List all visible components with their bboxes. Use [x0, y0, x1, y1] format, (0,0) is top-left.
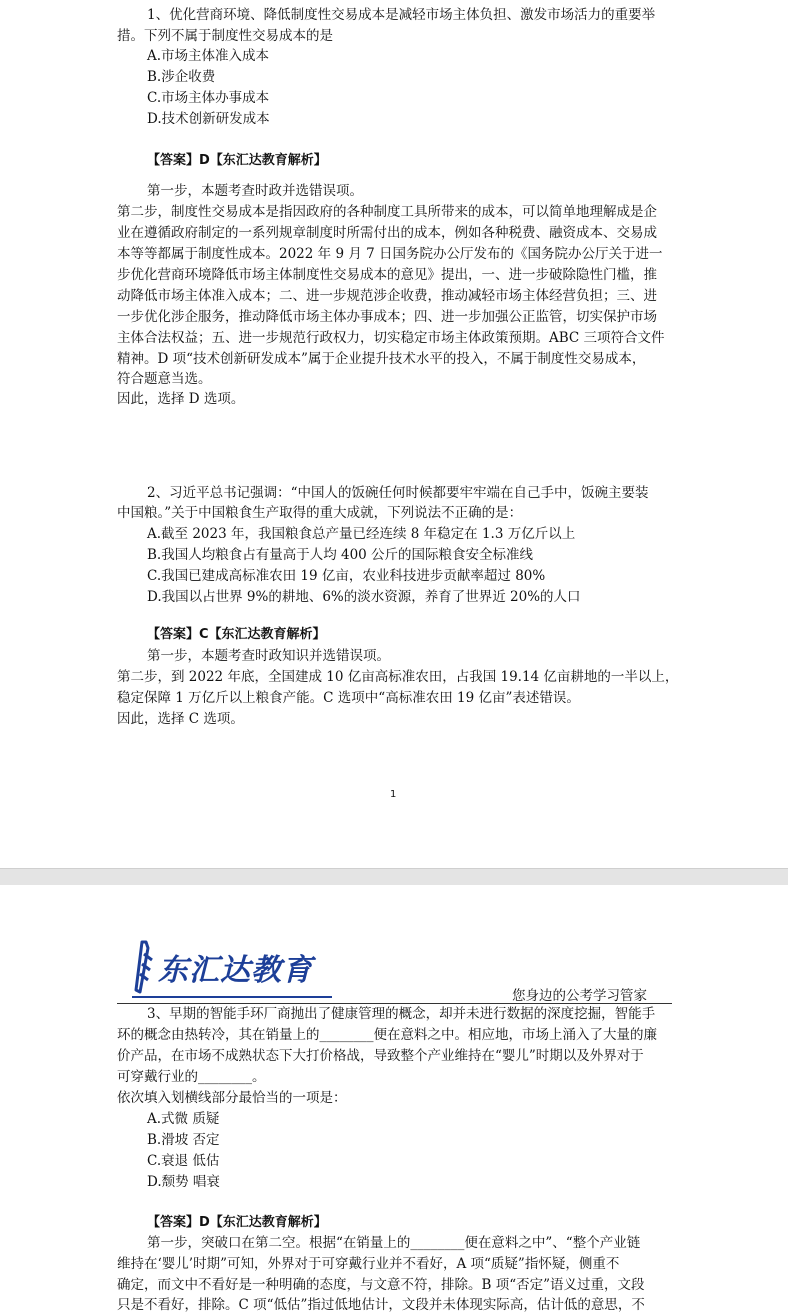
q1-option-d: D.技术创新研发成本	[147, 111, 270, 127]
q3-analysis-line: 确定，而文中不看好是一种明确的态度，与文意不符，排除。B 项“否定”语义过重，文段	[117, 1277, 645, 1293]
q2-stem-line-1: 2、习近平总书记强调：“中国人的饭碗任何时候都要牢牢端在自己手中，饭碗主要装	[147, 485, 649, 501]
brand-logo-text: 东汇达教育	[158, 953, 313, 988]
pencil-logo-icon	[132, 940, 160, 996]
q2-option-a: A.截至 2023 年，我国粮食总产量已经连续 8 年稳定在 1.3 万亿斤以上	[147, 526, 576, 542]
q2-conclusion: 因此，选择 C 选项。	[117, 711, 244, 727]
q2-analysis-line: 第一步，本题考查时政知识并选错误项。	[147, 648, 390, 664]
header-slogan: 您身边的公考学习管家	[512, 988, 647, 1004]
q1-stem-line-1: 1、优化营商环境、降低制度性交易成本是减轻市场主体负担、激发市场活力的重要举	[147, 7, 656, 23]
q2-option-b: B.我国人均粮食占有量高于人均 400 公斤的国际粮食安全标准线	[147, 547, 534, 563]
q1-answer-heading: 【答案】D【东汇达教育解析】	[147, 153, 327, 168]
page-separator	[0, 868, 788, 886]
q2-stem-line-2: 中国粮。”关于中国粮食生产取得的重大成就，下列说法不正确的是：	[117, 505, 523, 521]
q3-stem-line-3: 价产品，在市场不成熟状态下大打价格战，导致整个产业维持在“婴儿”时期以及外界对于	[117, 1048, 644, 1064]
document-page-2	[0, 885, 788, 1313]
q3-answer-heading: 【答案】D【东汇达教育解析】	[147, 1215, 327, 1230]
q3-stem-line-4: 可穿戴行业的________。	[117, 1069, 266, 1085]
q1-option-a: A.市场主体准入成本	[147, 48, 270, 64]
q3-analysis-line: 只是不看好，排除。C 项“低估”指过低地估计，文段并未体现实际高，估计低的意思，不	[117, 1297, 645, 1313]
q1-option-b: B.涉企收费	[147, 69, 216, 85]
q1-option-c: C.市场主体办事成本	[147, 90, 270, 106]
q1-analysis-line: 业在遵循政府制定的一系列规章制度时所需付出的成本，例如各种税费、融资成本、交易成	[117, 225, 657, 241]
page-number: 1	[390, 789, 397, 800]
q2-option-d: D.我国以占世界 9%的耕地、6%的淡水资源，养育了世界近 20%的人口	[147, 589, 581, 605]
q1-analysis-line: 精神。D 项“技术创新研发成本”属于企业提升技术水平的投入，不属于制度性交易成本，	[117, 351, 646, 367]
q3-stem-line-2: 环的概念由热转冷，其在销量上的________便在意料之中。相应地，市场上涌入了大量的廉	[117, 1027, 657, 1043]
q1-analysis-line: 第一步，本题考查时政并选错误项。	[147, 183, 363, 199]
q3-option-d: D.颓势 唱衰	[147, 1174, 220, 1190]
q1-analysis-line: 符合题意当选。	[117, 371, 212, 387]
q3-option-a: A.式微 质疑	[147, 1111, 220, 1127]
q2-analysis-line: 稳定保障 1 万亿斤以上粮食产能。C 选项中“高标准农田 19 亿亩”表述错误。	[117, 690, 580, 706]
q1-analysis-line: 动降低市场主体准入成本；二、进一步规范涉企收费，推动减轻市场主体经营负担；三、进	[117, 288, 657, 304]
q2-option-c: C.我国已建成高标准农田 19 亿亩，农业科技进步贡献率超过 80%	[147, 568, 546, 584]
logo-underline	[132, 996, 332, 998]
q3-analysis-line: 维持在‘婴儿’时期”可知，外界对于可穿戴行业并不看好，A 项“质疑”指怀疑，侧重不	[117, 1256, 620, 1272]
q1-analysis-line: 主体合法权益；五、进一步规范行政权力，切实稳定市场主体政策预期。ABC 三项符合文件	[117, 330, 665, 346]
q1-stem-line-2: 措。下列不属于制度性交易成本的是	[117, 28, 333, 44]
q3-prompt: 依次填入划横线部分最恰当的一项是：	[117, 1090, 347, 1106]
q1-analysis-line: 一步优化涉企服务，推动降低市场主体办事成本；四、进一步加强公正监管，切实保护市场	[117, 309, 657, 325]
q1-analysis-line: 本等等都属于制度性成本。2022 年 9 月 7 日国务院办公厅发布的《国务院办公厅关于进一	[117, 246, 663, 262]
q3-option-c: C.衰退 低估	[147, 1153, 220, 1169]
q1-conclusion: 因此，选择 D 选项。	[117, 391, 245, 407]
q3-analysis-line: 第一步，突破口在第二空。根据“在销量上的________便在意料之中”、“整个产业链	[147, 1235, 641, 1251]
q2-answer-heading: 【答案】C【东汇达教育解析】	[147, 627, 326, 642]
q2-analysis-line: 第二步，到 2022 年底，全国建成 10 亿亩高标准农田，占我国 19.14 亿亩耕地的一半以上，	[117, 669, 679, 685]
q1-analysis-line: 第二步，制度性交易成本是指因政府的各种制度工具所带来的成本，可以简单地理解成是企	[117, 204, 657, 220]
q3-option-b: B.滑坡 否定	[147, 1132, 220, 1148]
q1-analysis-line: 步优化营商环境降低市场主体制度性交易成本的意见》提出，一、进一步破除隐性门槛，推	[117, 267, 657, 283]
q3-stem-line-1: 3、早期的智能手环厂商抛出了健康管理的概念，却并未进行数据的深度挖掘，智能手	[147, 1006, 656, 1022]
